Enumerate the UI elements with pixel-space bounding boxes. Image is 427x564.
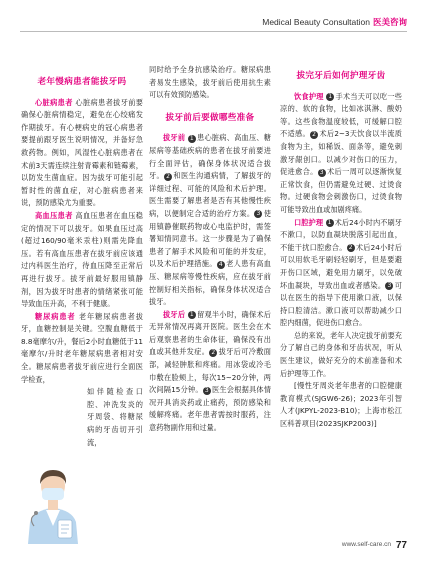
number-badge: 3 [254, 210, 262, 218]
header-cn: 医美咨询 [372, 18, 407, 28]
paragraph-hypertension [21, 210, 143, 311]
body-diabetes-b: 如伴随检查口腔、冲洗发炎的牙周袋、将糖尿病的牙齿切开引流， [87, 387, 143, 447]
paragraph-continued: 同时给予全身抗感染治疗。糖尿病患者易发生感染，拔牙前后使用抗生素可以有效预防感染。 [149, 65, 271, 100]
column-1 [21, 70, 143, 449]
page-number: 77 [395, 540, 407, 551]
lead-diet: 饮食护理 [294, 91, 324, 101]
section-title-1: 老年慢病患者能拔牙吗 [37, 77, 127, 87]
lead-after: 拔牙后 [163, 309, 186, 319]
header-en: Medical Beauty Consultation [262, 17, 370, 27]
lead-diabetes: 糖尿病患者 [35, 311, 76, 321]
diet-step-2: 术后2~3天饮食以半流质食物为主，如稀饭、面条等，避免刺激牙龈创口。以减少对伤口的压力，促进愈合。 [280, 129, 402, 177]
number-badge: 2 [347, 244, 355, 252]
oral-step-1: 术后24小时内不刷牙不漱口，以防血凝块脱落引起出血，不能干扰口腔愈合。 [280, 217, 402, 252]
lead-before: 拔牙前 [163, 133, 186, 143]
number-badge: 4 [217, 261, 225, 269]
oral-step-2: 术后24小时后可以用软毛牙刷轻轻刷牙，但是要避开伤口区域，避免用力刷牙，以免破坏血凝块，导致出血或者感染。 [280, 242, 402, 290]
page-header [262, 16, 407, 28]
footer-url: www.self-care.cn [341, 541, 391, 548]
paragraph-heart [21, 97, 143, 210]
doctor-illustration [20, 466, 86, 544]
number-badge: 3 [385, 282, 393, 290]
number-badge: 1 [188, 311, 196, 319]
before-step-3: 使用镇静催眠药物或心电监护时，需签署知情同意书。这一步骤是为了确保患者了解手术风险和可能的并发症，以及术后护理措施。 [149, 208, 271, 269]
oral-step-3: 可以在医生的指导下使用漱口液，以保持口腔清洁。漱口液可以帮助减少口腔内细菌，促进伤口愈合。 [280, 280, 402, 328]
section-title-3: 拔完牙后如何护理牙齿 [296, 71, 386, 81]
body-heart: 心脏病患者拔牙前要确保心脏病情稳定，避免在心绞痛发作期拔牙。有心梗病史的冠心病患者要提前跟牙医生说明情况，并备好急救药物。例如，风湿性心脏病患者在术前3天需连续注射青霉素和链霉素，以防发生菌血症。因为拔牙可能引起暂时性的菌血症，对心脏病患者来说，预防感染尤为重要。 [21, 97, 143, 208]
number-badge: 1 [326, 93, 334, 101]
section-title-2: 拔牙前后要做哪些准备 [165, 112, 255, 123]
after-step-1: 留观半小时，确保术后无异常情况再离开医院。医生会在术后观察患者的生命体征，确保没有出血或其他并发症。 [149, 309, 271, 357]
number-badge: 2 [164, 173, 172, 181]
column-2 [149, 64, 271, 435]
before-step-1: 患心脏病、高血压、糖尿病等基础疾病的患者在拔牙前要进行全面评估，确保身体状况适合拔牙。 [149, 133, 271, 181]
lead-oral: 口腔护理 [294, 217, 324, 227]
paragraph-diet-care [280, 91, 402, 217]
paragraph-diabetes [21, 311, 143, 387]
paragraph-after-extraction [149, 309, 271, 435]
diet-step-3: 术后一周可以逐渐恢复正常饮食，但仍需避免过硬、过烫食物。过硬食物会刺激伤口，过烫食物可能导致出血或加剧疼痛。 [280, 167, 402, 214]
lead-hypertension: 高血压患者 [35, 210, 73, 220]
funding-note: [慢性牙周炎老年患者的口腔健康教育模式(SJGW6-26)；2023年引智人才(JKPYL-2023-B10)；上海市松江区科普项目(2023SJKP2003)] [280, 381, 402, 429]
paragraph-oral-care [280, 217, 402, 330]
paragraph-summary: 总的来说，老年人决定拔牙前要充分了解自己的身体和牙齿状况，听从医生建议，做好充分的术前准备和术后护理等工作。 [280, 330, 402, 378]
diet-step-1: 手术当天可以吃一些凉的、软的食物，比如冰淇淋、酸奶等。这些食物温度较低，可缓解口腔不适感。 [280, 91, 402, 139]
paragraph-before-extraction [149, 132, 271, 308]
lead-heart: 心脏病患者 [35, 97, 73, 107]
after-step-3: 医生会根据具体情况开具消炎药或止痛药，预防感染和缓解疼痛。老年患者需按时服药，注意药物副作用和过量。 [149, 385, 271, 433]
number-badge: 2 [310, 131, 318, 139]
body-diabetes-a: 老年糖尿病患者拔牙，血糖控制是关键。空腹血糖低于8.8毫摩尔/升，餐后2小时血糖低于11毫摩尔/升时老年糖尿病患者相对安全。糖尿病患者拔牙前应进行全面医学检查， [21, 311, 143, 384]
column-3 [280, 64, 402, 431]
number-badge: 1 [188, 135, 196, 143]
number-badge: 3 [203, 387, 211, 395]
number-badge: 3 [318, 169, 326, 177]
header-rule [20, 31, 407, 32]
after-step-2: 拔牙后可冷敷面部，减轻肿胀和疼痛。用冰袋或冷毛巾敷在脸颊上，每次15~20分钟，两次间隔15分钟。 [149, 347, 271, 395]
paragraph-diabetes-cont [87, 386, 143, 449]
body-hypertension: 高血压患者在血压稳定的情况下可以拔牙。如果血压过高(超过160/90毫米汞柱)则需先降血压。若有高血压患者在拔牙前应该通过内科医生治疗，待血压降至正常后再进行拔牙。拔牙前最好服用镇静剂，因为拔牙时患者的情绪紧张可能导致血压升高，不利于健康。 [21, 210, 143, 309]
number-badge: 2 [209, 349, 217, 357]
number-badge: 1 [326, 219, 334, 227]
before-step-2: 和医生沟通病情，了解拔牙的详细过程、可能的风险和术后护理。医生需要了解患者是否有其他慢性疾病，以便制定合适的治疗方案。 [149, 171, 271, 218]
before-step-4: 老人患有高血压、糖尿病等慢性疾病，应在拔牙前控制好相关指标，确保身体状况适合拔牙。 [149, 259, 271, 307]
